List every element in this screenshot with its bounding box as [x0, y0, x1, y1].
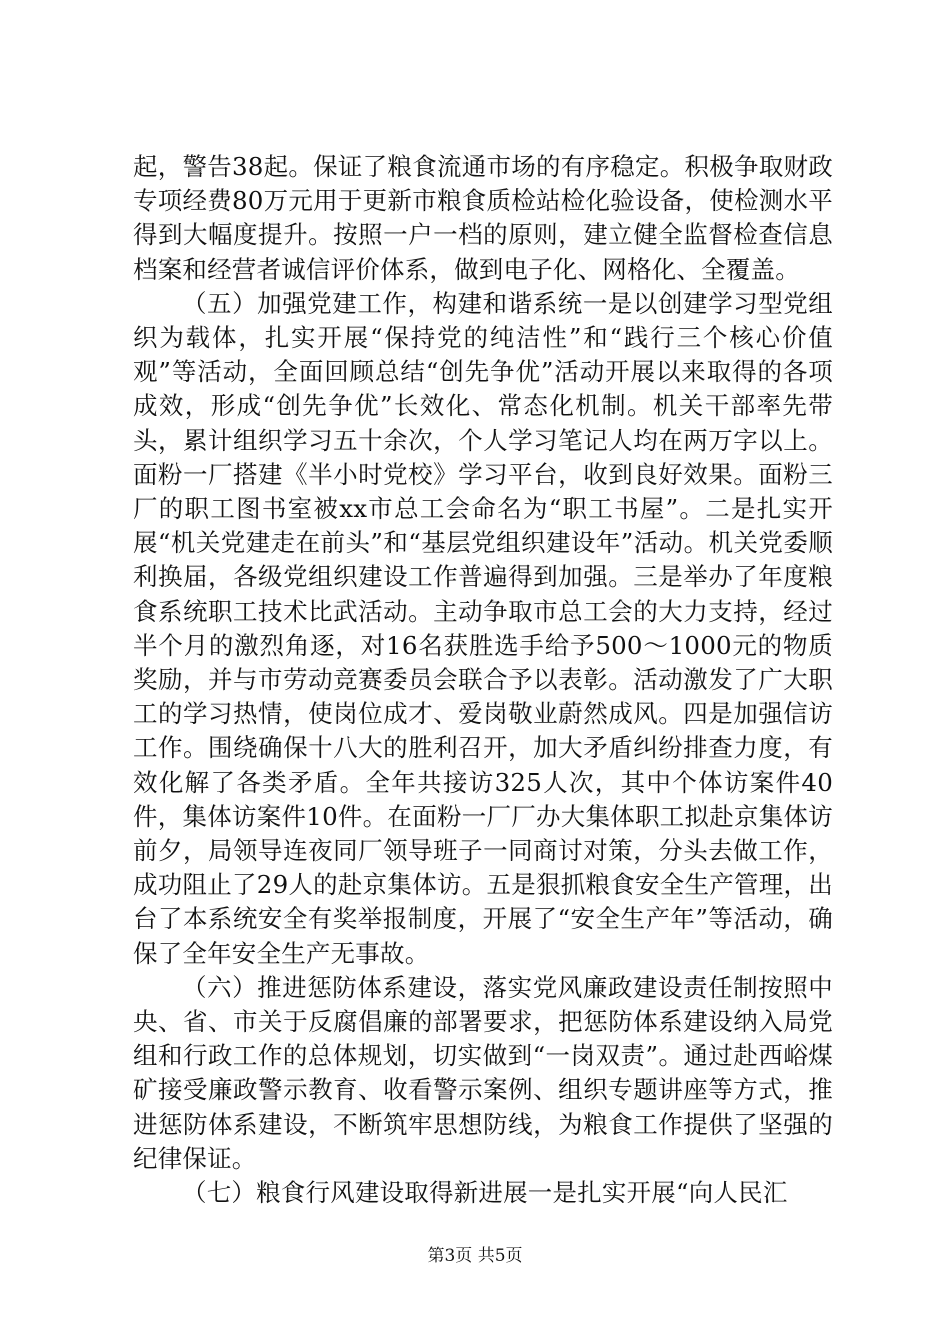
- page-number-footer: 第3页 共5页: [427, 1246, 523, 1266]
- paragraph-party-building: （五）加强党建工作，构建和谐系统一是以创建学习型党组织为载体，扎实开展“保持党的纯洁性”和“践行三个核心价值观”等活动，全面回顾总结“创先争优”活动开展以来取得的各项成效，形成“创先争优”长效化、常态化机制。机关干部率先带头，累计组织学习五十余次，个人学习笔记人均在两万字以上。面粉一厂搭建《半小时党校》学习平台，收到良好效果。面粉三厂的职工图书室被xx市总工会命名为“职工书屋”。二是扎实开展“机关党建走在前头”和“基层党组织建设年”活动。机关党委顺利换届，各级党组织建设工作普遍得到加强。三是举办了年度粮食系统职工技术比武活动。主动争取市总工会的大力支持，经过半个月的激烈角逐，对16名获胜选手给予500～1000元的物质奖励，并与市劳动竞赛委员会联合予以表彰。活动激发了广大职工的学习热情，使岗位成才、爱岗敬业蔚然成风。四是加强信访工作。围绕确保十八大的胜利召开，加大矛盾纠纷排查力度，有效化解了各类矛盾。全年共接访325人次，其中个体访案件40件，集体访案件10件。在面粉一厂厂办大集体职工拟赴京集体访前夕，局领导连夜同厂领导班子一同商讨对策，分头去做工作，成功阻止了29人的赴京集体访。五是狠抓粮食安全生产管理，出台了本系统安全有奖举报制度，开展了“安全生产年”等活动，确保了全年安全生产无事故。: [133, 288, 833, 968]
- paragraph-continuation: 起，警告38起。保证了粮食流通市场的有序稳定。积极争取财政专项经费80万元用于更新市粮食质检站检化验设备，使检测水平得到大幅度提升。按照一户一档的原则，建立健全监督检查信息档案和经营者诚信评价体系，做到电子化、网格化、全覆盖。: [133, 152, 833, 284]
- paragraph-anti-corruption: （六）推进惩防体系建设，落实党风廉政建设责任制按照中央、省、市关于反腐倡廉的部署要求，把惩防体系建设纳入局党组和行政工作的总体规划，切实做到“一岗双责”。通过赴西峪煤矿接受廉政警示教育、收看警示案例、组织专题讲座等方式，推进惩防体系建设，不断筑牢思想防线，为粮食工作提供了坚强的纪律保证。: [133, 972, 833, 1173]
- paragraph-industry-conduct: （七）粮食行风建设取得新进展一是扎实开展“向人民汇: [182, 1178, 788, 1208]
- document-body: [133, 150, 833, 1210]
